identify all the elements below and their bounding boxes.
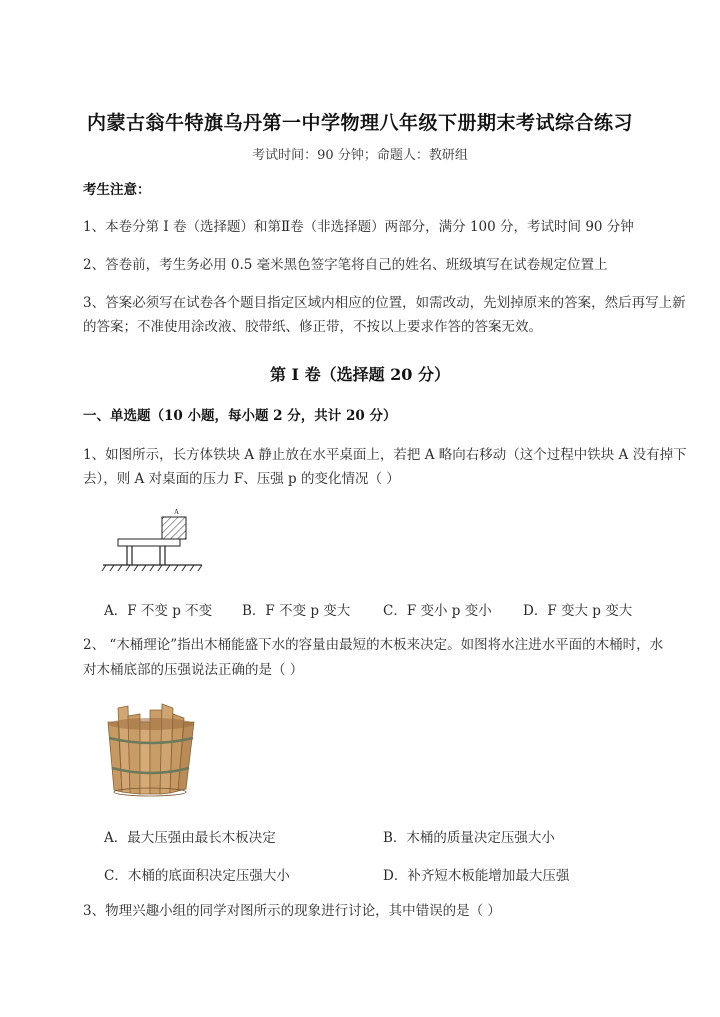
question-1-stem-cont: 去），则 A 对桌面的压力 F、压强 p 的变化情况（ ） [83,471,400,487]
q2-option-c[interactable]: C．木桶的底面积决定压强大小 [104,868,290,884]
table-block-figure [98,505,208,575]
section-title: 第 I 卷（选择题 20 分） [269,365,451,384]
block-label: A [174,508,180,516]
q1-option-c[interactable]: C．F 变小 p 变小 [383,603,492,619]
part-heading: 一、单选题（10 小题，每小题 2 分，共计 20 分） [83,408,397,424]
notice-item-2: 2、答卷前，考生务必用 0.5 毫米黑色签字笔将自己的姓名、班级填写在试卷规定位置上 [83,257,608,273]
q2-option-d[interactable]: D．补齐短木板能增加最大压强 [383,868,570,884]
notice-heading: 考生注意： [83,182,151,198]
notice-item-3-cont: 的答案；不准使用涂改液、胶带纸、修正带，不按以上要求作答的答案无效。 [83,319,542,335]
question-3-stem: 3、物理兴趣小组的同学对图所示的现象进行讨论，其中错误的是（ ） [83,903,501,919]
notice-item-3: 3、答案必须写在试卷各个题目指定区域内相应的位置，如需改动，先划掉原来的答案，然后再写上新 [83,295,686,311]
q1-option-a[interactable]: A．F 不变 p 不变 [104,603,213,619]
notice-item-1: 1、本卷分第 I 卷（选择题）和第Ⅱ卷（非选择题）两部分，满分 100 分，考试时间 90 分钟 [83,219,634,235]
question-2-stem: 2、 “木桶理论”指出木桶能盛下水的容量由最短的木板来决定。如图将水注进水平面的木桶时，水 [83,637,664,653]
q1-option-b[interactable]: B．F 不变 p 变大 [242,603,351,619]
page-title: 内蒙古翁牛特旗乌丹第一中学物理八年级下册期末考试综合练习 [86,112,633,134]
question-1-stem: 1、如图所示，长方体铁块 A 静止放在水平桌面上，若把 A 略向右移动（这个过程中铁块 A 没有掉下 [83,447,687,463]
q2-option-b[interactable]: B．木桶的质量决定压强大小 [383,830,555,846]
q1-option-d[interactable]: D．F 变大 p 变大 [523,603,633,619]
q2-option-a[interactable]: A．最大压强由最长木板决定 [104,830,276,846]
wooden-bucket-figure [100,700,200,800]
exam-info: 考试时间：90 分钟；命题人：教研组 [252,148,468,163]
question-2-stem-cont: 对木桶底部的压强说法正确的是（ ） [83,662,304,678]
